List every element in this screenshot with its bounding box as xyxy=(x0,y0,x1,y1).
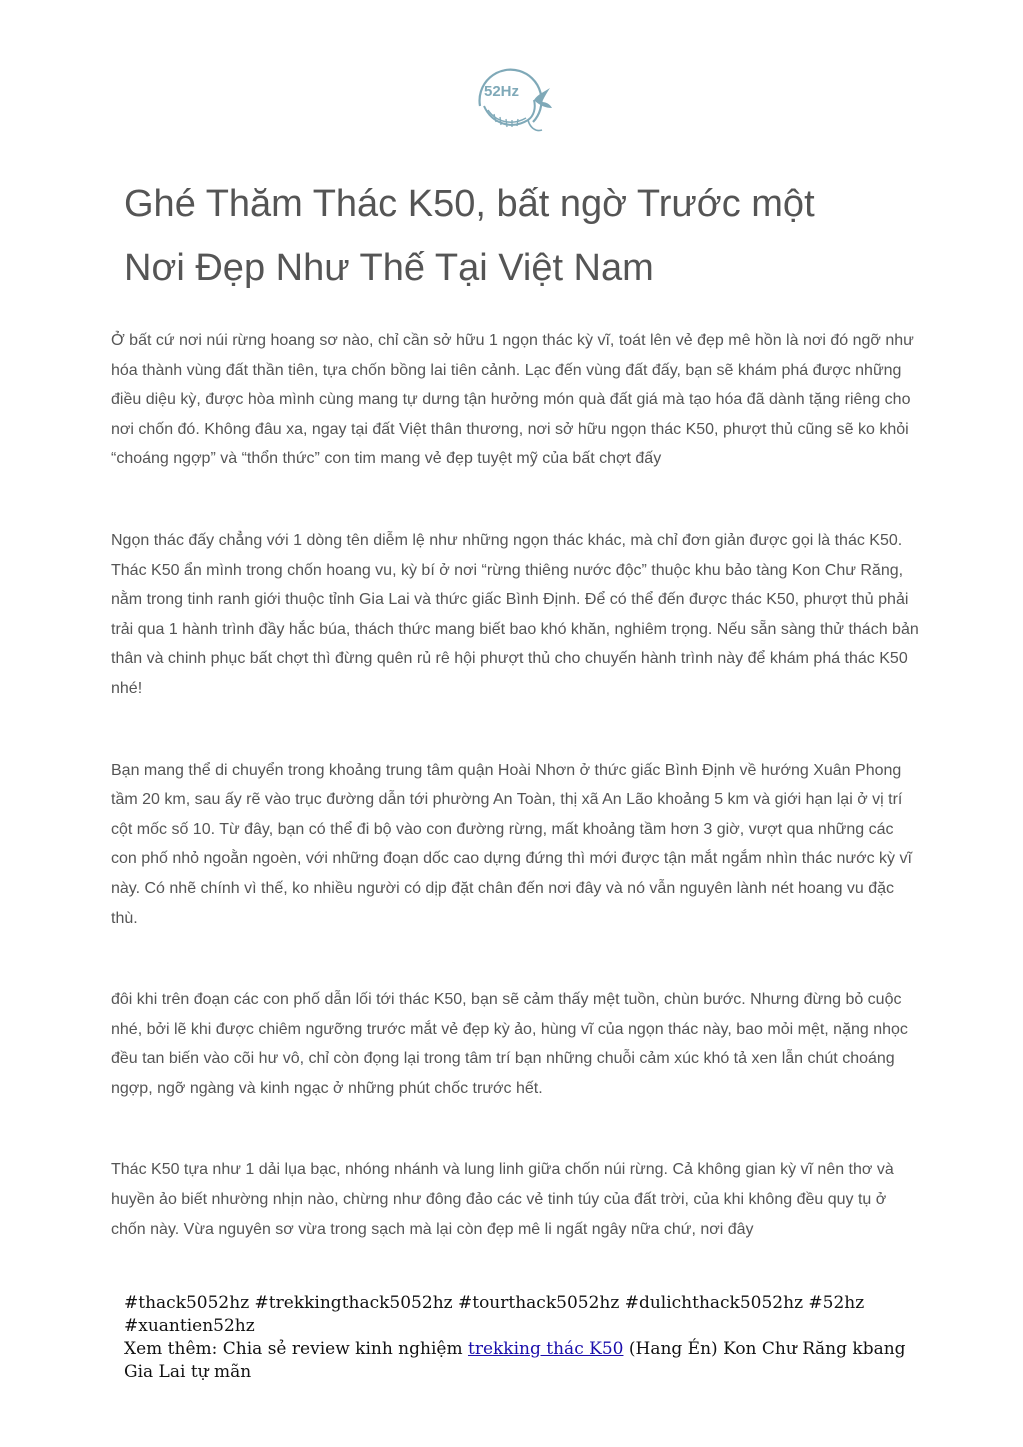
paragraph-description: Thác K50 tựa như 1 dải lụa bạc, nhóng nhánh và lung linh giữa chốn núi rừng. Cả không gian kỳ vĩ nên thơ và huyền ảo biết nhường nhịn nào, chừng như đông đảo các vẻ tinh túy của đất trời, của khi không đều quy tụ ở chốn này. Vừa nguyên sơ vừa trong sạch mà lại còn đẹp mê li ngất ngây nữa chứ, nơi đây xyxy=(111,1161,894,1238)
site-logo xyxy=(470,58,556,142)
logo-text: 52Hz xyxy=(484,83,520,100)
see-more-suffix: (Hang Én) Kon Chư Răng kbang xyxy=(623,1339,906,1359)
paragraph-name: Ngọn thác đấy chẳng với 1 dòng tên diễm lệ như những ngọn thác khác, mà chỉ đơn giản được gọi là thác K50. Thác K50 ẩn mình trong chốn hoang vu, kỳ bí ở nơi “rừng thiêng nước độc” thuộc khu bảo tàng Kon Chư Răng, nằm trong tinh ranh giới thuộc tỉnh Gia Lai và thức giấc Bình Định. Để có thể đến được thác K50, phượt thủ phải trải qua 1 hành trình đầy hắc búa, thách thức mang biết bao khó khăn, nghiêm trọng. Nếu sẵn sàng thử thách bản thân và chinh phục bất chợt thì đừng quên rủ rê hội phượt thủ cho chuyến hành trình này để khám phá thác K50 nhé! xyxy=(111,531,919,697)
title-line-1: Ghé Thăm Thác K50, bất ngờ Trước một xyxy=(124,183,815,225)
hashtags-line-2: #xuantien52hz xyxy=(124,1316,255,1336)
article-body xyxy=(111,326,919,1288)
page-title xyxy=(124,172,944,300)
trekking-link[interactable]: trekking thác K50 xyxy=(467,1339,624,1359)
see-more-prefix: Xem thêm: Chia sẻ review kinh nghiệm xyxy=(124,1339,468,1359)
hashtags-line-1: #thack5052hz #trekkingthack5052hz #tourthack5052hz #dulichthack5052hz #52hz xyxy=(124,1293,865,1313)
footer-notes xyxy=(124,1292,914,1384)
see-more-line xyxy=(124,1338,914,1361)
whale-icon xyxy=(470,58,556,142)
title-line-2: Nơi Đẹp Như Thế Tại Việt Nam xyxy=(124,247,654,289)
paragraph-journey: đôi khi trên đoạn các con phố dẫn lối tới thác K50, bạn sẽ cảm thấy mệt tuồn, chùn bước. Nhưng đừng bỏ cuộc nhé, bởi lẽ khi được chiêm ngưỡng trước mắt vẻ đẹp kỳ ảo, hùng vĩ của ngọn thác này, bao mỏi mệt, nặng nhọc đều tan biến vào cõi hư vô, chỉ còn đọng lại trong tâm trí bạn những chuỗi cảm xúc khó tả xen lẫn chút choáng ngợp, ngỡ ngàng và kinh ngạc ở những phút chốc trước hết. xyxy=(111,991,908,1097)
see-more-line-2: Gia Lai tự mãn xyxy=(124,1362,252,1382)
paragraph-intro: Ở bất cứ nơi núi rừng hoang sơ nào, chỉ cần sở hữu 1 ngọn thác kỳ vĩ, toát lên vẻ đẹp mê hồn là nơi đó ngỡ như hóa thành vùng đất thần tiên, tựa chốn bồng lai tiên cảnh. Lạc đến vùng đất đấy, bạn sẽ khám phá được những điều diệu kỳ, được hòa mình cùng mang tự dưng tận hưởng món quà đất giá mà tạo hóa đã dành tặng riêng cho nơi chốn đó. Không đâu xa, ngay tại đất Việt thân thương, nơi sở hữu ngọn thác K50, phượt thủ cũng sẽ ko khỏi “choáng ngợp” và “thổn thức” con tim mang vẻ đẹp tuyệt mỹ của bất chợt đấy xyxy=(111,332,914,468)
paragraph-directions: Bạn mang thể di chuyển trong khoảng trung tâm quận Hoài Nhơn ở thức giấc Bình Định về hướng Xuân Phong tầm 20 km, sau ấy rẽ vào trục đường dẫn tới phường An Toàn, thị xã An Lão khoảng 5 km và giới hạn lại ở vị trí cột mốc số 10. Từ đây, bạn có thể đi bộ vào con đường rừng, mất khoảng tầm hơn 3 giờ, vượt qua những các con phố nhỏ ngoằn ngoèn, với những đoạn dốc cao dựng đứng thì mới được tận mắt ngắm nhìn thác nước kỳ vĩ này. Có nhẽ chính vì thế, ko nhiều người có dịp đặt chân đến nơi đây và nó vẫn nguyên lành nét hoang vu đặc thù. xyxy=(111,761,912,927)
